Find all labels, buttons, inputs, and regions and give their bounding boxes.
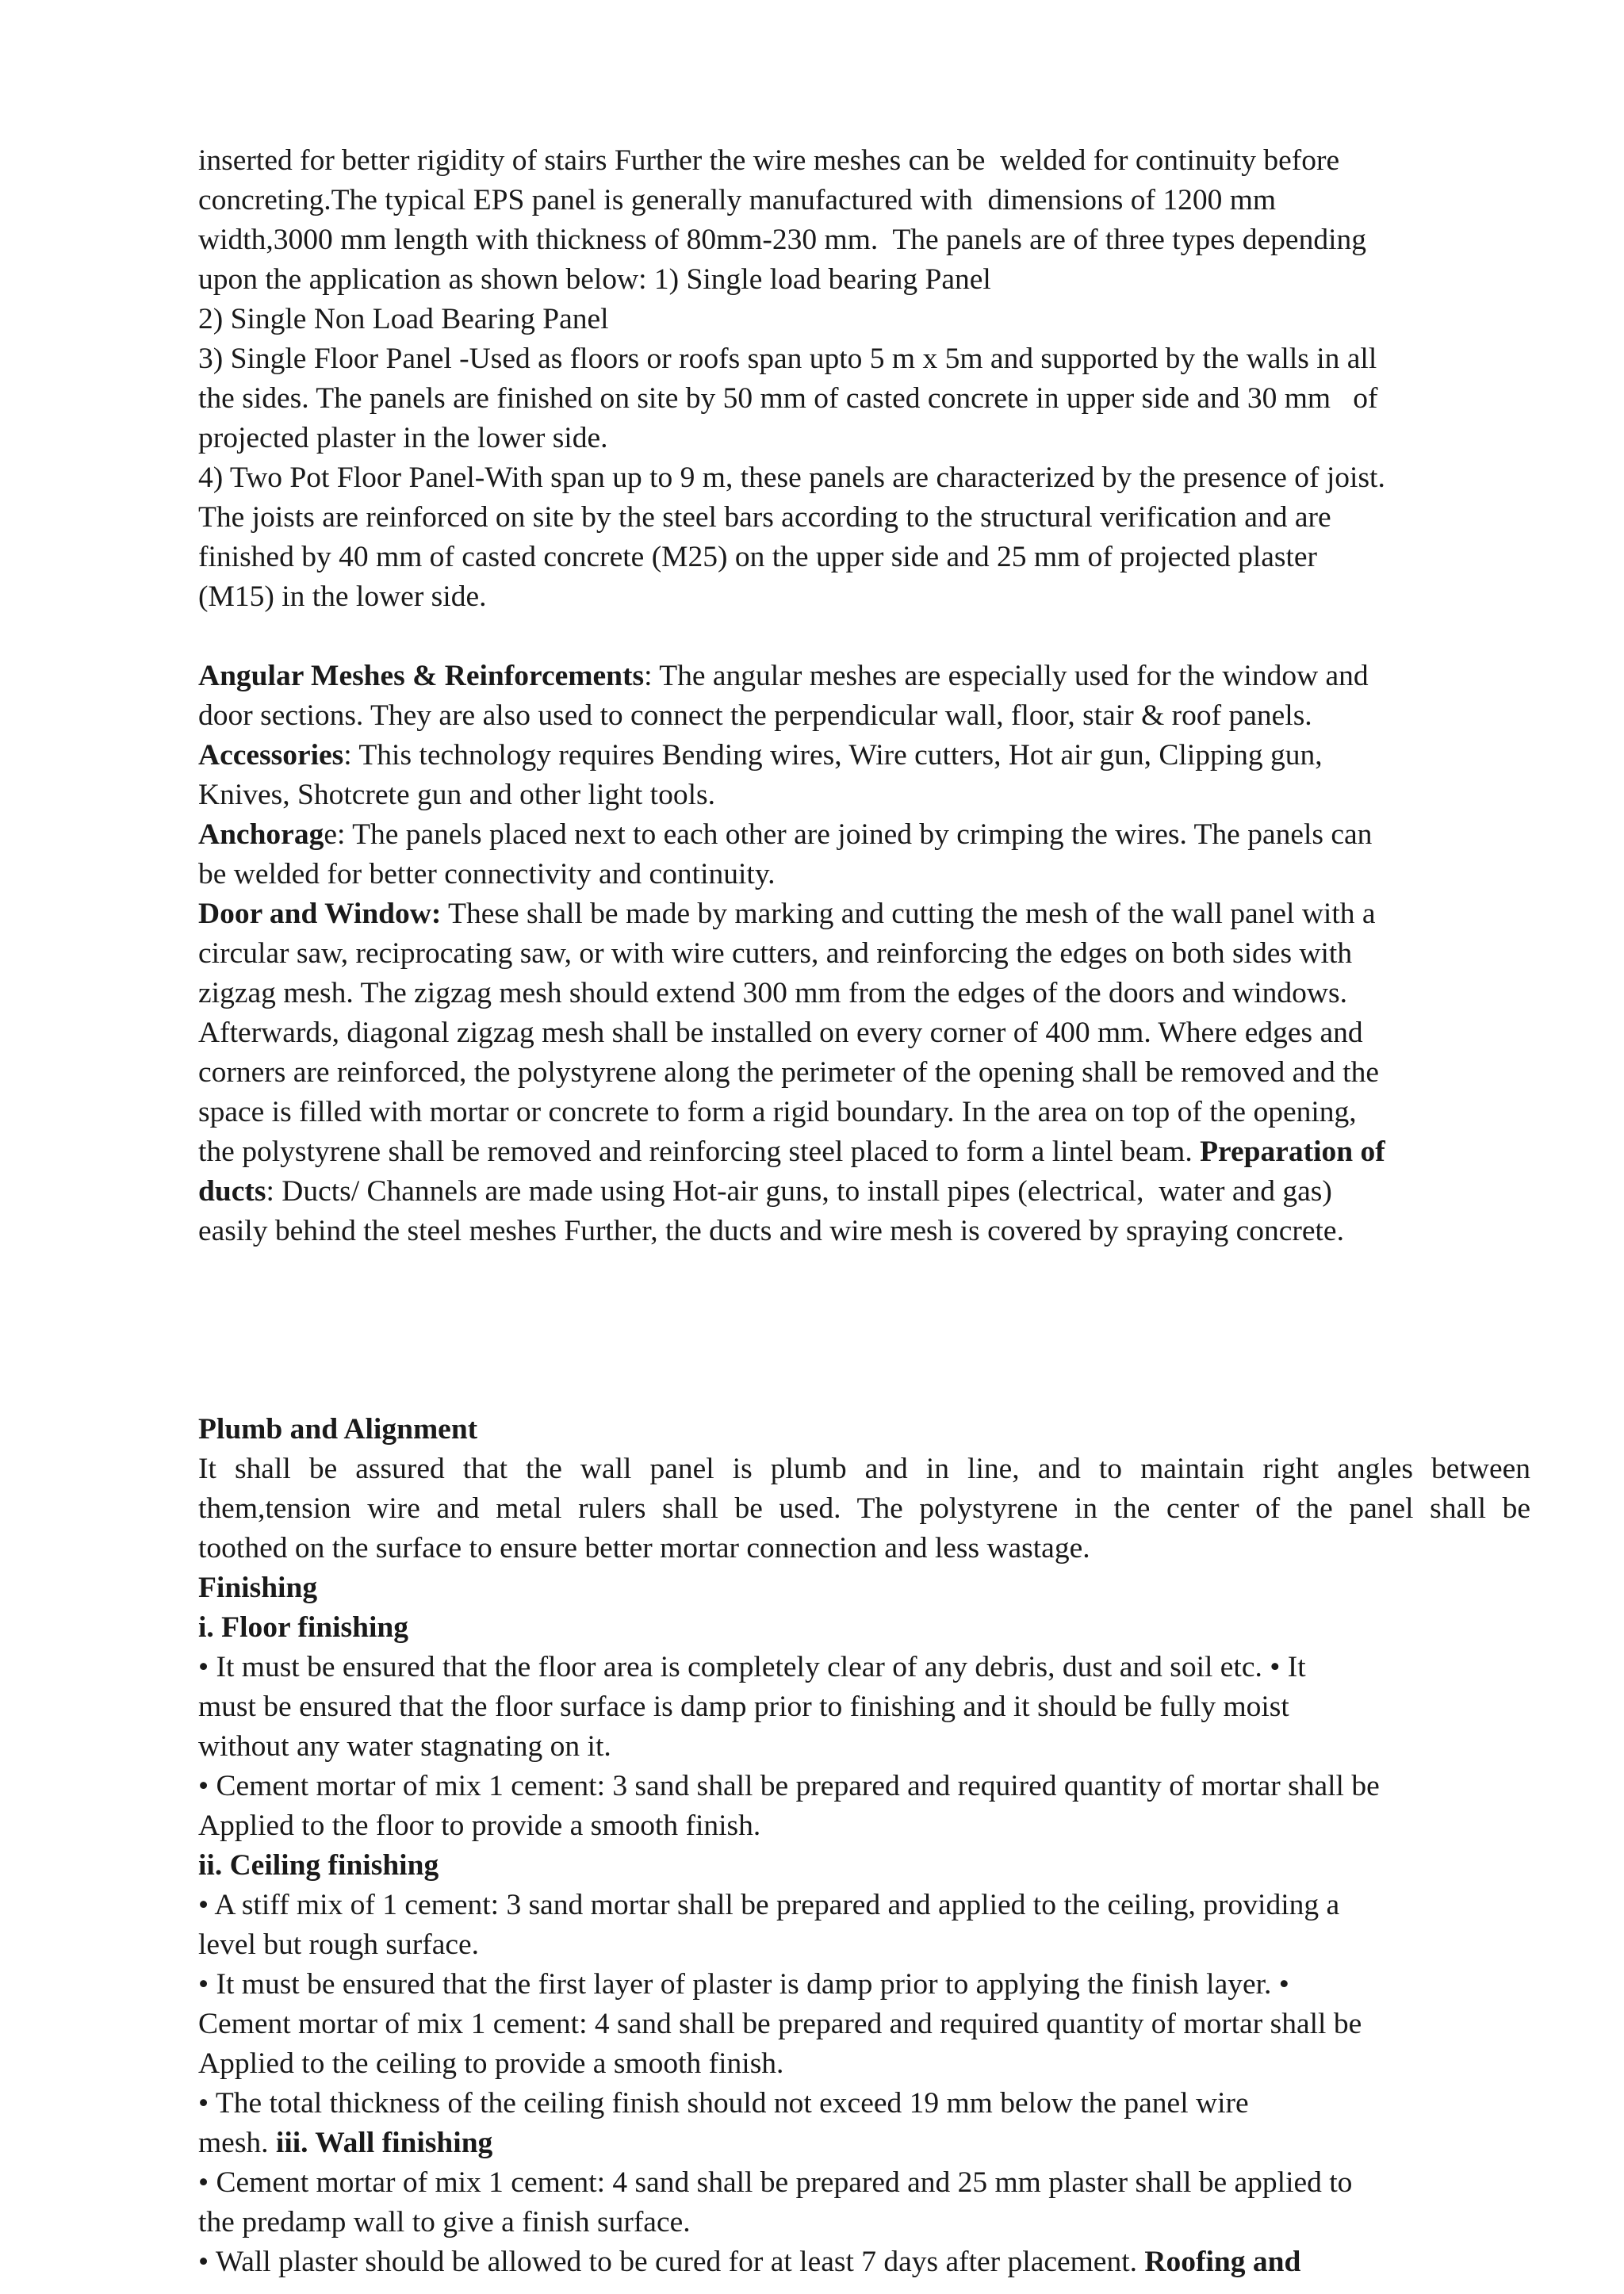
text-span: These shall be made by marking and cutting the mesh of the wall panel with a	[441, 898, 1376, 930]
text-line: level but rough surface.	[198, 1928, 480, 1961]
text-line: • Cement mortar of mix 1 cement: 4 sand shall be prepared and 25 mm plaster shall be applied to	[198, 2166, 1353, 2199]
text-line: toothed on the surface to ensure better mortar connection and less wastage.	[198, 1532, 1090, 1564]
text-line: Applied to the ceiling to provide a smooth finish.	[198, 2047, 784, 2080]
text-span: : The angular meshes are especially used for the window and	[644, 660, 1369, 692]
text-line: width,3000 mm length with thickness of 80mm-230 mm. The panels are of three types depending	[198, 224, 1366, 256]
finishing-section	[198, 1568, 1530, 2282]
accessories-paragraph	[198, 736, 1530, 815]
text-line	[198, 2242, 1530, 2282]
text-span: : Ducts/ Channels are made using Hot-air guns, to install pipes (electrical, water and gas)	[266, 1175, 1332, 1208]
text-span: the polystyrene shall be removed and reinforcing steel placed to form a lintel beam.	[198, 1136, 1201, 1168]
text-line: The joists are reinforced on site by the steel bars according to the structural verification and are	[198, 501, 1331, 534]
text-line: inserted for better rigidity of stairs Further the wire meshes can be welded for continuity before	[198, 144, 1340, 177]
text-line	[198, 736, 1530, 776]
ceiling-finishing-heading: ii. Ceiling finishing	[198, 1849, 439, 1882]
text-line: circular saw, reciprocating saw, or with wire cutters, and reinforcing the edges on both sides with	[198, 937, 1353, 970]
angular-meshes-paragraph	[198, 657, 1530, 736]
text-line: Applied to the floor to provide a smooth finish.	[198, 1810, 761, 1842]
text-line: concreting.The typical EPS panel is generally manufactured with dimensions of 1200 mm	[198, 184, 1277, 216]
text-line	[198, 1132, 1530, 1172]
text-line: 2) Single Non Load Bearing Panel	[198, 303, 609, 335]
floor-finishing-heading: i. Floor finishing	[198, 1611, 408, 1644]
plumb-alignment-section	[198, 1410, 1530, 1568]
intro-paragraph	[198, 141, 1530, 617]
text-line	[198, 894, 1530, 934]
finishing-heading: Finishing	[198, 1572, 318, 1604]
text-line: space is filled with mortar or concrete to form a rigid boundary. In the area on top of the opening,	[198, 1096, 1357, 1128]
text-line	[198, 657, 1530, 696]
text-line: without any water stagnating on it.	[198, 1730, 611, 1763]
text-line: the predamp wall to give a finish surface.	[198, 2206, 691, 2238]
spacer	[198, 1251, 1530, 1410]
anchorage-paragraph	[198, 815, 1530, 894]
text-line: Cement mortar of mix 1 cement: 4 sand shall be prepared and required quantity of mortar shall be	[198, 2008, 1362, 2040]
text-line	[198, 815, 1530, 855]
text-line: 4) Two Pot Floor Panel-With span up to 9 m, these panels are characterized by the presence of joist.	[198, 461, 1385, 494]
door-window-heading: Door and Window:	[198, 898, 442, 930]
text-line: Knives, Shotcrete gun and other light tools.	[198, 779, 715, 811]
text-line: It shall be assured that the wall panel is plumb and in line, and to maintain right angles between	[198, 1453, 1530, 1485]
document-page	[198, 141, 1530, 2282]
text-line	[198, 1172, 1530, 1212]
text-line: • The total thickness of the ceiling finish should not exceed 19 mm below the panel wire	[198, 2087, 1249, 2120]
text-line: be welded for better connectivity and continuity.	[198, 858, 776, 890]
text-span: mesh.	[198, 2127, 276, 2159]
text-line: door sections. They are also used to connect the perpendicular wall, floor, stair & roof panels.	[198, 699, 1312, 732]
text-line: upon the application as shown below: 1) Single load bearing Panel	[198, 263, 991, 296]
text-line: finished by 40 mm of casted concrete (M25) on the upper side and 25 mm of projected plaster	[198, 541, 1318, 573]
plumb-alignment-heading: Plumb and Alignment	[198, 1413, 478, 1446]
text-line	[198, 2124, 1530, 2163]
anchorage-heading: Anchorag	[198, 818, 324, 851]
wall-finishing-heading: iii. Wall finishing	[275, 2127, 493, 2159]
text-line: easily behind the steel meshes Further, the ducts and wire mesh is covered by spraying concrete.	[198, 1215, 1344, 1247]
angular-meshes-heading: Angular Meshes & Reinforcements	[198, 660, 645, 692]
preparation-of-ducts-heading: Preparation of	[1200, 1136, 1385, 1168]
text-line: corners are reinforced, the polystyrene along the perimeter of the opening shall be removed and the	[198, 1056, 1379, 1089]
text-span: e: The panels placed next to each other are joined by crimping the wires. The panels can	[324, 818, 1373, 851]
text-line: • A stiff mix of 1 cement: 3 sand mortar shall be prepared and applied to the ceiling, providing a	[198, 1889, 1340, 1921]
text-line: Afterwards, diagonal zigzag mesh shall be installed on every corner of 400 mm. Where edges and	[198, 1017, 1363, 1049]
text-line: 3) Single Floor Panel -Used as floors or roofs span upto 5 m x 5m and supported by the walls in all	[198, 343, 1377, 375]
text-line: (M15) in the lower side.	[198, 580, 487, 613]
spacer	[198, 617, 1530, 657]
text-line: zigzag mesh. The zigzag mesh should extend 300 mm from the edges of the doors and windows.	[198, 977, 1347, 1009]
text-line: projected plaster in the lower side.	[198, 422, 608, 454]
door-window-paragraph	[198, 894, 1530, 1251]
text-span: : This technology requires Bending wires, Wire cutters, Hot air gun, Clipping gun,	[343, 739, 1323, 772]
text-line: • It must be ensured that the floor area is completely clear of any debris, dust and soil etc. • It	[198, 1651, 1306, 1683]
text-line: must be ensured that the floor surface is damp prior to finishing and it should be fully moist	[198, 1691, 1289, 1723]
text-line: them,tension wire and metal rulers shall be used. The polystyrene in the center of the panel shall be	[198, 1492, 1530, 1525]
text-line: • Cement mortar of mix 1 cement: 3 sand shall be prepared and required quantity of mortar shall be	[198, 1770, 1380, 1802]
text-span: • Wall plaster should be allowed to be cured for at least 7 days after placement.	[198, 2246, 1145, 2278]
text-line: • It must be ensured that the first layer of plaster is damp prior to applying the finish layer. •	[198, 1968, 1289, 2001]
roofing-heading: Roofing and	[1144, 2246, 1301, 2278]
accessories-heading: Accessories	[198, 739, 344, 772]
ducts-heading: ducts	[198, 1175, 266, 1208]
text-line: the sides. The panels are finished on site by 50 mm of casted concrete in upper side and 30 mm of	[198, 382, 1378, 415]
